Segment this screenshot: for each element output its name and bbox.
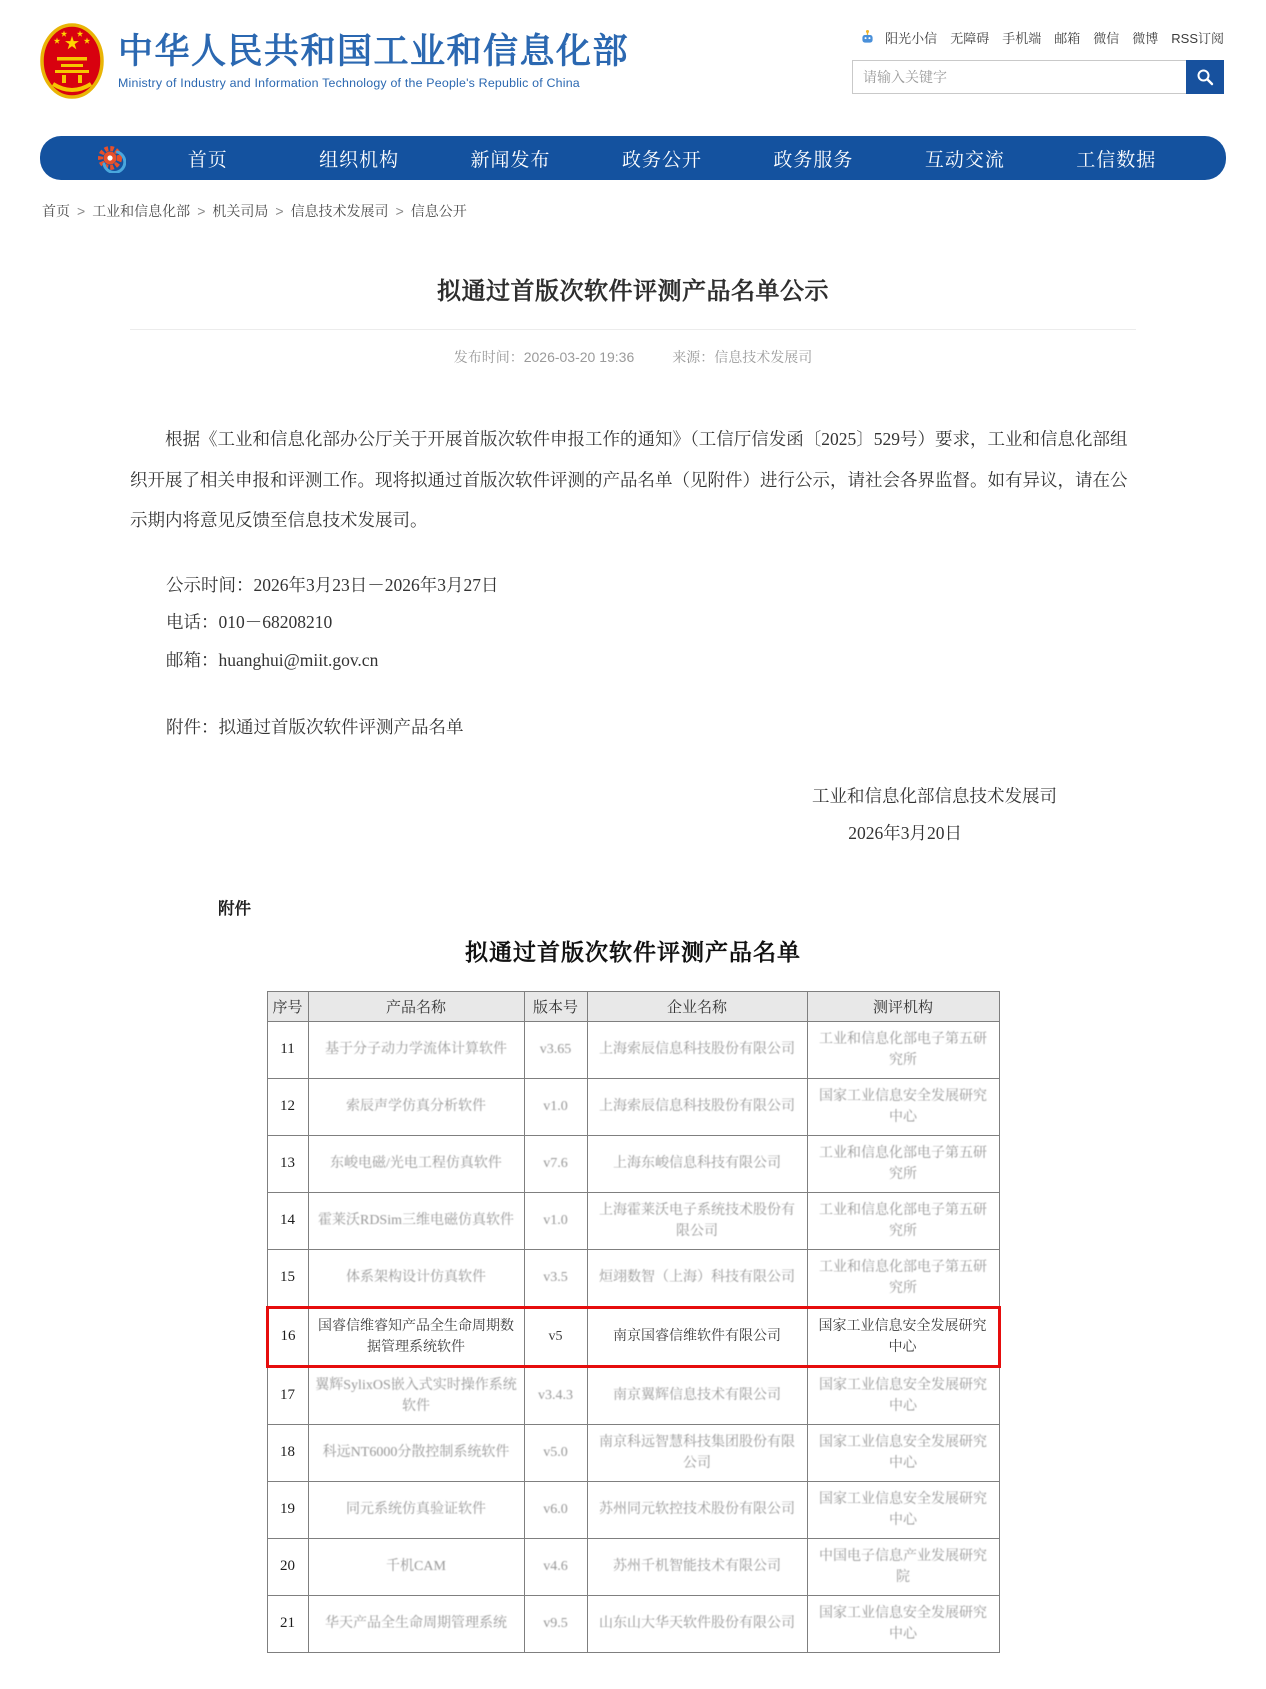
cell-company: 上海东峻信息科技有限公司 xyxy=(587,1135,807,1192)
national-emblem-icon xyxy=(40,22,104,100)
cell-version: v3.4.3 xyxy=(524,1366,587,1424)
cell-no: 20 xyxy=(267,1538,308,1595)
cell-org: 国家工业信息安全发展研究中心 xyxy=(807,1307,999,1366)
notice-paragraph: 根据《工业和信息化部办公厅关于开展首版次软件申报工作的通知》（工信厅信发函〔2025〕529号）要求，工业和信息化部组织开展了相关申报和评测工作。现将拟通过首版次软件评测的产品名单（见附件）进行公示，请社会各界监督。如有异议，请在公示期内将意见反馈至信息技术发展司。 xyxy=(130,429,1128,531)
breadcrumb-separator: > xyxy=(77,203,86,219)
svg-text:★: ★ xyxy=(76,31,84,38)
article-meta xyxy=(130,347,1136,367)
annex-table-title: 拟通过首版次软件评测产品名单 xyxy=(465,939,801,965)
breadcrumb-item-1[interactable]: 首页 xyxy=(42,203,70,219)
nav-item-1[interactable]: 首页 xyxy=(187,149,228,171)
site-title: 中华人民共和国工业和信息化部 xyxy=(118,31,630,71)
notice-period: 公示时间：2026年3月23日－2026年3月27日 xyxy=(166,574,499,595)
gear-e-logo-icon xyxy=(96,143,126,173)
cell-no: 18 xyxy=(267,1424,308,1481)
quick-link-2[interactable]: 无障碍 xyxy=(950,31,990,46)
cell-no: 17 xyxy=(267,1366,308,1424)
table-row xyxy=(267,1366,999,1424)
svg-text:★: ★ xyxy=(83,38,91,45)
svg-text:★: ★ xyxy=(53,38,61,45)
table-row xyxy=(267,1249,999,1307)
search-bar xyxy=(852,60,1224,94)
site-header xyxy=(0,0,1266,112)
breadcrumb-item-4[interactable]: 信息技术发展司 xyxy=(290,203,389,219)
cell-no: 13 xyxy=(267,1135,308,1192)
cell-company: 上海索辰信息科技股份有限公司 xyxy=(587,1078,807,1135)
table-row-highlighted xyxy=(267,1307,999,1366)
page-title: 拟通过首版次软件评测产品名单公示 xyxy=(437,278,829,305)
nav-item-2[interactable]: 组织机构 xyxy=(319,149,400,171)
cell-org: 国家工业信息安全发展研究中心 xyxy=(807,1595,999,1652)
cell-org: 国家工业信息安全发展研究中心 xyxy=(807,1078,999,1135)
cell-org: 工业和信息化部电子第五研究所 xyxy=(807,1135,999,1192)
cell-org: 国家工业信息安全发展研究中心 xyxy=(807,1424,999,1481)
table-row xyxy=(267,1538,999,1595)
cell-version: v5.0 xyxy=(524,1424,587,1481)
signature-org: 工业和信息化部信息技术发展司 xyxy=(812,785,1057,806)
cell-company: 苏州千机智能技术有限公司 xyxy=(587,1538,807,1595)
table-header-row xyxy=(267,991,999,1021)
table-row xyxy=(267,1021,999,1078)
cell-company: 上海索辰信息科技股份有限公司 xyxy=(587,1021,807,1078)
column-header-4: 企业名称 xyxy=(587,991,807,1021)
cell-product: 国睿信维睿知产品全生命周期数据管理系统软件 xyxy=(308,1307,524,1366)
breadcrumb-separator: > xyxy=(275,203,284,219)
cell-no: 12 xyxy=(267,1078,308,1135)
cell-org: 工业和信息化部电子第五研究所 xyxy=(807,1192,999,1249)
table-row xyxy=(267,1424,999,1481)
cell-no: 11 xyxy=(267,1021,308,1078)
document-body xyxy=(130,419,1136,1653)
quick-link-5[interactable]: 微信 xyxy=(1093,31,1120,46)
breadcrumb-item-5[interactable]: 信息公开 xyxy=(410,203,467,219)
breadcrumb-separator: > xyxy=(197,203,206,219)
cell-no: 14 xyxy=(267,1192,308,1249)
cell-org: 国家工业信息安全发展研究中心 xyxy=(807,1481,999,1538)
cell-no: 19 xyxy=(267,1481,308,1538)
robot-assistant-icon xyxy=(859,29,876,46)
header-right xyxy=(852,28,1224,94)
cell-no: 21 xyxy=(267,1595,308,1652)
cell-company: 南京国睿信维软件有限公司 xyxy=(587,1307,807,1366)
search-icon xyxy=(1196,68,1214,86)
source-value: 信息技术发展司 xyxy=(714,349,813,365)
svg-text:★: ★ xyxy=(64,35,80,52)
search-input[interactable] xyxy=(852,60,1186,94)
table-row xyxy=(267,1192,999,1249)
breadcrumb xyxy=(42,201,1224,221)
brand-text xyxy=(118,32,629,90)
attachment-link[interactable]: 附件：拟通过首版次软件评测产品名单 xyxy=(166,716,464,737)
cell-company: 苏州同元软控技术股份有限公司 xyxy=(587,1481,807,1538)
contact-block xyxy=(166,567,1136,680)
column-header-1: 序号 xyxy=(267,991,308,1021)
article xyxy=(130,271,1136,1653)
table-row xyxy=(267,1481,999,1538)
quick-link-1[interactable]: 阳光小信 xyxy=(885,31,938,46)
source-label: 来源： xyxy=(672,349,715,365)
cell-version: v1.0 xyxy=(524,1078,587,1135)
cell-product: 体系架构设计仿真软件 xyxy=(308,1249,524,1307)
cell-version: v6.0 xyxy=(524,1481,587,1538)
quick-link-7[interactable]: RSS订阅 xyxy=(1171,31,1224,46)
publish-time-value: 2026-03-20 19:36 xyxy=(523,349,635,365)
cell-company: 上海霍莱沃电子系统技术股份有限公司 xyxy=(587,1192,807,1249)
cell-version: v7.6 xyxy=(524,1135,587,1192)
cell-version: v5 xyxy=(524,1307,587,1366)
nav-item-4[interactable]: 政务公开 xyxy=(621,149,702,171)
cell-company: 烜翊数智（上海）科技有限公司 xyxy=(587,1249,807,1307)
cell-product: 翼辉SylixOS嵌入式实时操作系统软件 xyxy=(308,1366,524,1424)
contact-phone: 电话：010－68208210 xyxy=(166,612,333,633)
signature-date: 2026年3月20日 xyxy=(848,822,962,843)
table-row xyxy=(267,1078,999,1135)
cell-no: 16 xyxy=(267,1307,308,1366)
column-header-2: 产品名称 xyxy=(308,991,524,1021)
nav-item-6[interactable]: 互动交流 xyxy=(924,149,1005,171)
cell-company: 山东山大华天软件股份有限公司 xyxy=(587,1595,807,1652)
publish-time-label: 发布时间： xyxy=(453,349,524,365)
site-logo-link[interactable] xyxy=(40,22,629,100)
cell-product: 东峻电磁/光电工程仿真软件 xyxy=(308,1135,524,1192)
cell-version: v3.5 xyxy=(524,1249,587,1307)
cell-version: v9.5 xyxy=(524,1595,587,1652)
cell-product: 基于分子动力学流体计算软件 xyxy=(308,1021,524,1078)
table-row xyxy=(267,1595,999,1652)
cell-product: 同元系统仿真验证软件 xyxy=(308,1481,524,1538)
search-button[interactable] xyxy=(1186,60,1224,94)
quick-link-6[interactable]: 微博 xyxy=(1132,31,1159,46)
cell-product: 千机CAM xyxy=(308,1538,524,1595)
column-header-3: 版本号 xyxy=(524,991,587,1021)
cell-product: 科远NT6000分散控制系统软件 xyxy=(308,1424,524,1481)
nav-item-5[interactable]: 政务服务 xyxy=(773,149,854,171)
nav-item-7[interactable]: 工信数据 xyxy=(1076,149,1157,171)
annex-label: 附件 xyxy=(218,899,251,918)
cell-product: 索辰声学仿真分析软件 xyxy=(308,1078,524,1135)
title-divider xyxy=(130,329,1136,330)
nav-item-3[interactable]: 新闻发布 xyxy=(470,149,551,171)
table-row xyxy=(267,1135,999,1192)
cell-product: 华天产品全生命周期管理系统 xyxy=(308,1595,524,1652)
site-subtitle: Ministry of Industry and Information Technology of the People's Republic of China xyxy=(118,76,580,91)
breadcrumb-item-2[interactable]: 工业和信息化部 xyxy=(92,203,191,219)
cell-org: 国家工业信息安全发展研究中心 xyxy=(807,1366,999,1424)
quick-link-4[interactable]: 邮箱 xyxy=(1054,31,1081,46)
cell-version: v3.65 xyxy=(524,1021,587,1078)
contact-email: 邮箱：huanghui@miit.gov.cn xyxy=(166,650,379,671)
product-table xyxy=(266,991,1001,1653)
breadcrumb-item-3[interactable]: 机关司局 xyxy=(212,203,269,219)
cell-version: v1.0 xyxy=(524,1192,587,1249)
cell-org: 工业和信息化部电子第五研究所 xyxy=(807,1249,999,1307)
cell-org: 中国电子信息产业发展研究院 xyxy=(807,1538,999,1595)
cell-org: 工业和信息化部电子第五研究所 xyxy=(807,1021,999,1078)
svg-text:★: ★ xyxy=(60,31,68,38)
cell-company: 南京科远智慧科技集团股份有限公司 xyxy=(587,1424,807,1481)
cell-version: v4.6 xyxy=(524,1538,587,1595)
quick-link-3[interactable]: 手机端 xyxy=(1002,31,1042,46)
breadcrumb-separator: > xyxy=(395,203,404,219)
cell-company: 南京翼辉信息技术有限公司 xyxy=(587,1366,807,1424)
column-header-5: 测评机构 xyxy=(807,991,999,1021)
cell-product: 霍莱沃RDSim三维电磁仿真软件 xyxy=(308,1192,524,1249)
quick-links xyxy=(852,28,1224,47)
main-nav xyxy=(40,136,1226,180)
cell-no: 15 xyxy=(267,1249,308,1307)
